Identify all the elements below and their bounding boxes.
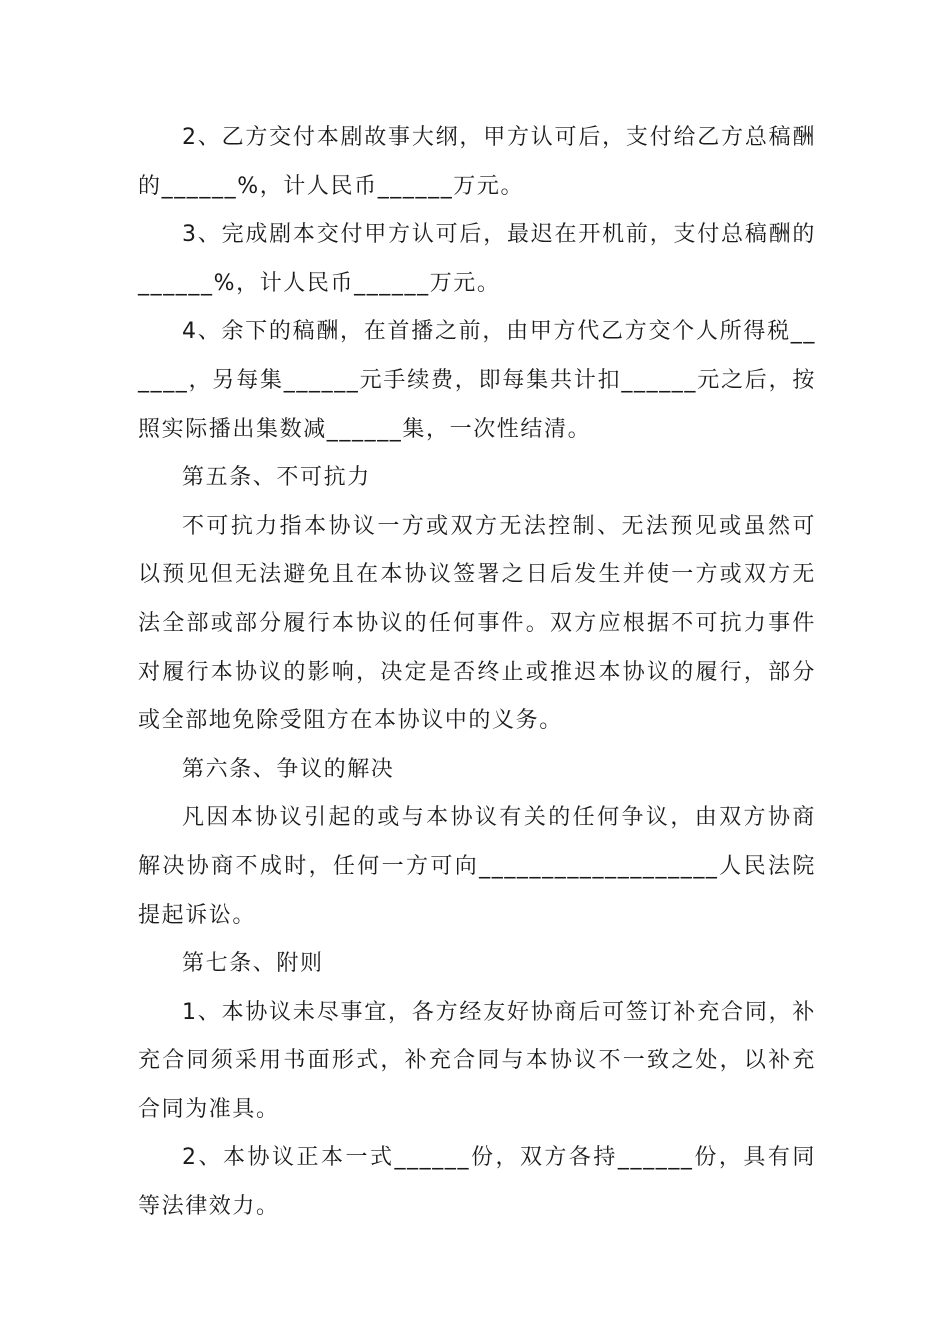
article-5-heading: 第五条、不可抗力 [182, 465, 371, 491]
clause-payment-remainder: 4、余下的稿酬，在首播之前，由甲方代乙方交个人所得税______，另每集______元手续费，即每集共计扣______元之后，按照实际播出集数减______集，一次性结清。 [138, 319, 816, 442]
article-6-heading: 第六条、争议的解决 [182, 756, 395, 782]
article-7-item-1: 1、本协议未尽事宜，各方经友好协商后可签订补充合同，补充合同须采用书面形式，补充合同与本协议不一致之处，以补充合同为准具。 [138, 999, 816, 1122]
document-page [138, 114, 816, 1232]
article-6-body: 凡因本协议引起的或与本协议有关的任何争议，由双方协商解决协商不成时，任何一方可向___________________人民法院提起诉讼。 [138, 805, 816, 928]
clause-payment-script: 3、完成剧本交付甲方认可后，最迟在开机前，支付总稿酬的______%，计人民币______万元。 [138, 222, 816, 296]
article-7-heading: 第七条、附则 [182, 951, 324, 977]
article-5-body: 不可抗力指本协议一方或双方无法控制、无法预见或虽然可以预见但无法避免且在本协议签署之日后发生并使一方或双方无法全部或部分履行本协议的任何事件。双方应根据不可抗力事件对履行本协议的影响，决定是否终止或推迟本协议的履行，部分或全部地免除受阻方在本协议中的义务。 [138, 513, 816, 734]
clause-payment-outline: 2、乙方交付本剧故事大纲，甲方认可后，支付给乙方总稿酬的______%，计人民币______万元。 [138, 125, 816, 199]
article-7-item-2: 2、本协议正本一式______份，双方各持______份，具有同等法律效力。 [138, 1145, 816, 1220]
